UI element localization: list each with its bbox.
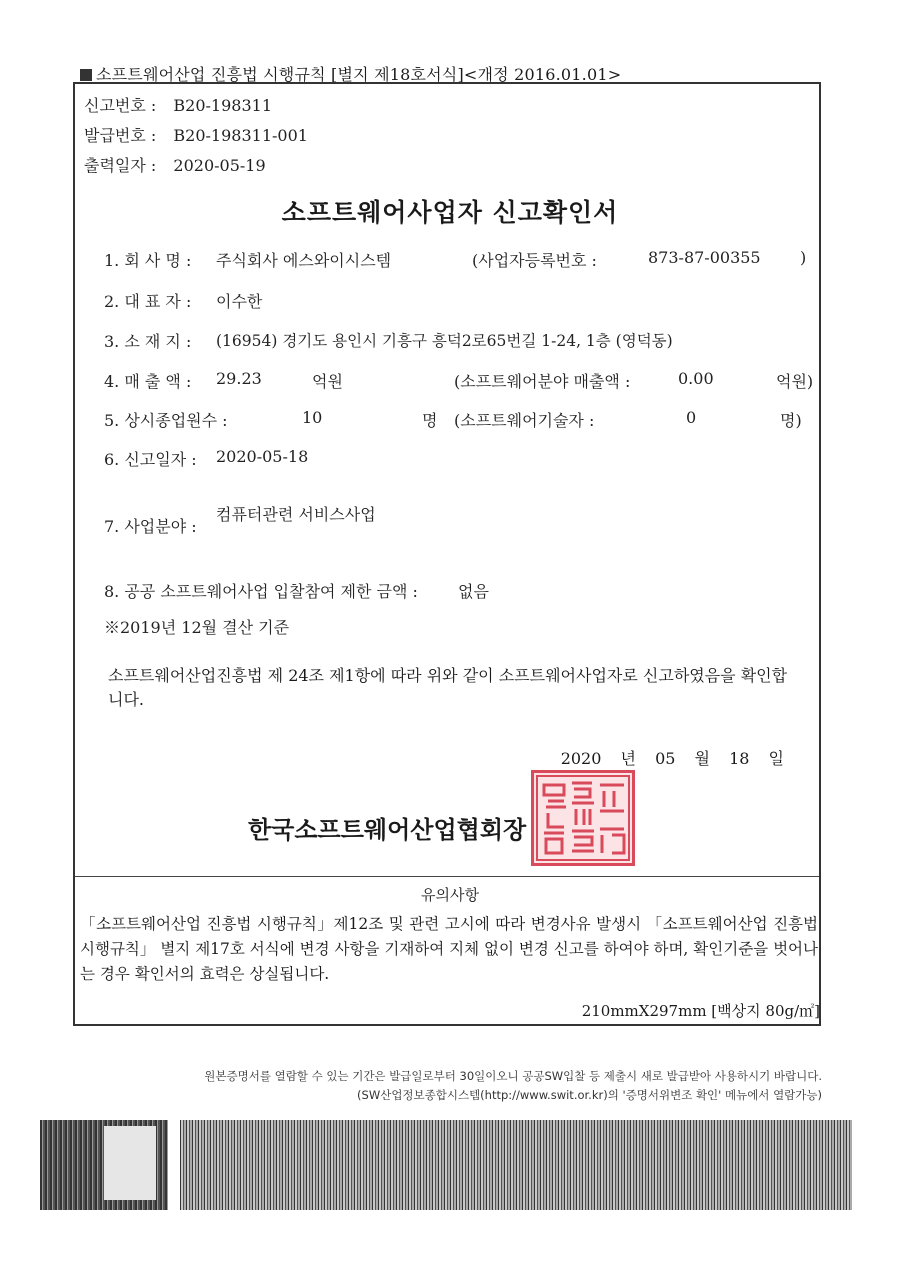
ceo-name: 이수한 xyxy=(216,292,263,311)
form-reference-text: 소프트웨어산업 진흥법 시행규칙 [별지 제18호서식]<개정 2016.01.01> xyxy=(96,65,622,84)
seal-pattern-icon xyxy=(534,773,632,863)
notice-divider xyxy=(75,876,819,877)
basis-note: ※2019년 12월 결산 기준 xyxy=(104,618,290,637)
footer-note-line1: 원본증명서를 열람할 수 있는 기간은 발급일로부터 30일이오니 공공SW입찰 등 제출시 새로 발급받아 사용하시기 바랍니다. xyxy=(204,1069,822,1083)
barcode-blank-area xyxy=(104,1126,156,1200)
address: (16954) 경기도 용인시 기흥구 흥덕2로65번길 1-24, 1층 (영덕동) xyxy=(216,332,673,350)
date-month: 05 xyxy=(655,749,676,768)
employees-value: 10 xyxy=(302,408,323,427)
date-month-unit: 월 xyxy=(694,749,710,768)
issue-number-label: 발급번호 : xyxy=(84,126,157,145)
address-label: 3. 소 재 지 : xyxy=(104,332,192,351)
company-name: 주식회사 에스와이시스템 xyxy=(216,251,392,270)
print-date-label: 출력일자 : xyxy=(84,156,157,175)
confirmation-text: 소프트웨어산업진흥법 제 24조 제1항에 따라 위와 같이 소프트웨어사업자로 신고하였음을 확인합니다. xyxy=(108,666,788,709)
sales-label: 4. 매 출 액 : xyxy=(104,372,192,391)
bid-limit-label: 8. 공공 소프트웨어사업 입찰참여 제한 금액 : xyxy=(104,582,418,601)
sw-tech-label: (소프트웨어기술자 : xyxy=(454,411,595,430)
issue-date xyxy=(561,746,784,769)
official-seal-icon xyxy=(531,770,635,866)
date-day: 18 xyxy=(729,749,750,768)
issue-number: B20-198311-001 xyxy=(173,126,308,145)
issue-number-row xyxy=(84,123,308,146)
notice-body: 「소프트웨어산업 진흥법 시행규칙」제12조 및 관련 고시에 따라 변경사유 발생시 「소프트웨어산업 진흥법 시행규칙」 별지 제17호 서식에 변경 사항을 기재하여 지체 없이 변경 신고를 하여야 하며, 확인기준을 벗어나는 경우 확인서의 효력은 상실됩니다. xyxy=(80,915,818,983)
sales-unit: 억원 xyxy=(312,372,343,391)
date-day-unit: 일 xyxy=(768,749,784,768)
document-title: 소프트웨어사업자 신고확인서 xyxy=(281,198,619,227)
report-date: 2020-05-18 xyxy=(216,447,309,466)
sw-tech-value: 0 xyxy=(686,408,697,427)
report-number-row xyxy=(84,93,272,116)
print-date-row xyxy=(84,153,266,176)
company-label: 1. 회 사 명 : xyxy=(104,251,192,270)
notice-title: 유의사항 xyxy=(421,886,479,904)
bizreg-label: (사업자등록번호 : xyxy=(472,251,597,270)
report-number-label: 신고번호 : xyxy=(84,96,157,115)
sw-sales-value: 0.00 xyxy=(678,369,714,388)
bizreg-number: 873-87-00355 xyxy=(648,248,761,267)
report-date-label: 6. 신고일자 : xyxy=(104,450,197,469)
sales-value: 29.23 xyxy=(216,369,262,388)
employees-label: 5. 상시종업원수 : xyxy=(104,411,228,430)
field-label: 7. 사업분야 : xyxy=(104,517,197,536)
date-year: 2020 xyxy=(560,749,602,768)
paper-spec: 210mmX297mm [백상지 80g/㎡] xyxy=(581,1002,820,1020)
security-barcode-large-icon xyxy=(180,1120,852,1210)
business-field: 컴퓨터관련 서비스사업 xyxy=(216,505,376,524)
print-date: 2020-05-19 xyxy=(173,156,266,175)
issuer-name: 한국소프트웨어산업협회장 xyxy=(248,816,527,844)
ceo-label: 2. 대 표 자 : xyxy=(104,292,192,311)
sw-sales-label: (소프트웨어분야 매출액 : xyxy=(454,372,631,391)
sw-tech-unit: 명) xyxy=(780,411,802,430)
date-year-unit: 년 xyxy=(620,749,636,768)
report-number: B20-198311 xyxy=(173,96,273,115)
square-bullet-icon xyxy=(80,69,92,81)
employees-unit: 명 xyxy=(422,411,438,430)
bid-limit-value: 없음 xyxy=(458,582,489,601)
sw-sales-unit: 억원) xyxy=(776,372,814,391)
bizreg-close: ) xyxy=(800,248,807,267)
footer-note-line2: (SW산업정보종합시스템(http://www.swit.or.kr)의 '증명서위변조 확인' 메뉴에서 열람가능) xyxy=(357,1088,822,1102)
security-barcode-small-icon xyxy=(40,1120,168,1210)
